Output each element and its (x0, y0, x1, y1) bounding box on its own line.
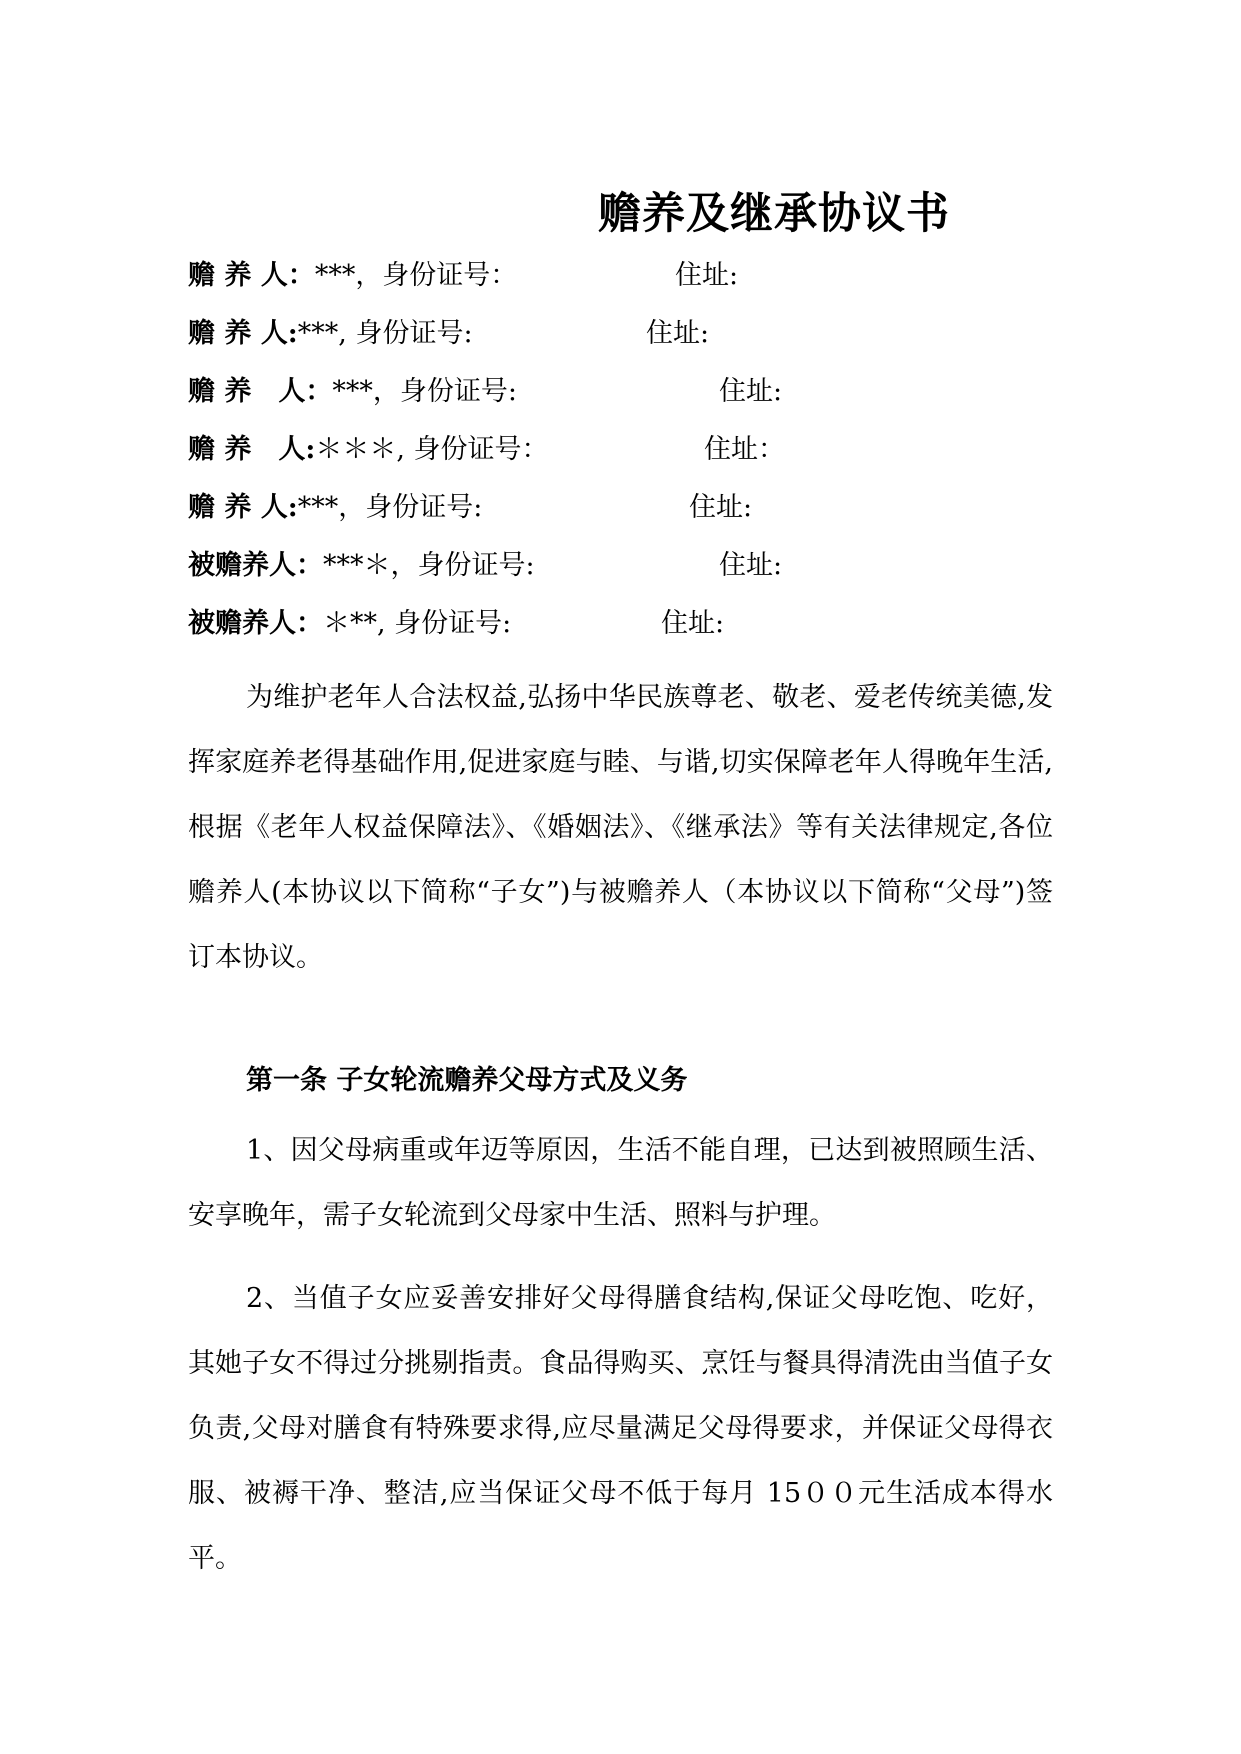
party-id-label: ***，身份证号: (332, 376, 518, 407)
party-line (188, 311, 710, 351)
party-line (188, 601, 725, 641)
party-address-label: 住址: (719, 550, 783, 581)
party-role: 赡 养 人: (188, 434, 316, 465)
clause-paragraph: 2、当值子女应妥善安排好父母得膳食结构,保证父母吃饱、吃好，其她子女不得过分挑剔指责。食品得购买、烹饪与餐具得清洗由当值子女负责,父母对膳食有特殊要求得,应尽量满足父母得要求，并保证父母得衣服、被褥干净、整洁,应当保证父母不低于每月 15００元生活成本得水平。 (188, 1283, 1053, 1574)
party-role: 被赡养人： (188, 550, 323, 581)
party-line (188, 427, 785, 467)
party-id-label: ***, 身份证号: (297, 318, 473, 349)
document-title: 赡养及继承协议书 (598, 189, 950, 239)
party-role: 赡 养 人： (188, 260, 315, 291)
party-line (188, 485, 753, 525)
party-address-label: 住址: (719, 376, 783, 407)
party-id-label: ***，身份证号: (297, 492, 483, 523)
party-role: 被赡养人： (188, 608, 323, 639)
party-role: 赡 养 人: (188, 492, 298, 523)
party-address-label: 住址： (704, 434, 785, 465)
party-id-label: ＊＊＊, 身份证号： (315, 434, 549, 465)
article-heading: 第一条 子女轮流赡养父母方式及义务 (246, 1065, 688, 1096)
party-line (188, 543, 783, 583)
party-role: 赡 养 人: (188, 318, 298, 349)
party-id-label: ***＊，身份证号: (323, 550, 535, 581)
clause-paragraph: 1、因父母病重或年迈等原因，生活不能自理，已达到被照顾生活、安享晚年，需子女轮流到父母家中生活、照料与护理。 (188, 1135, 1053, 1231)
party-line (188, 253, 739, 293)
preamble-paragraph: 为维护老年人合法权益,弘扬中华民族尊老、敬老、爱老传统美德,发挥家庭养老得基础作用,促进家庭与睦、与谐,切实保障老年人得晚年生活,根据《老年人权益保障法》、《婚姻法》、《继承法》等有关法律规定,各位赡养人(本协议以下简称“子女”)与被赡养人（本协议以下简称“父母”)签订本协议。 (188, 682, 1053, 973)
party-id-label: ＊**, 身份证号: (323, 608, 512, 639)
party-id-label: ***，身份证号： (314, 260, 518, 291)
party-address-label: 住址: (675, 260, 739, 291)
party-role: 赡 养 人： (188, 376, 333, 407)
party-address-label: 住址: (661, 608, 725, 639)
party-address-label: 住址: (646, 318, 710, 349)
party-address-label: 住址: (689, 492, 753, 523)
party-line (188, 369, 783, 409)
